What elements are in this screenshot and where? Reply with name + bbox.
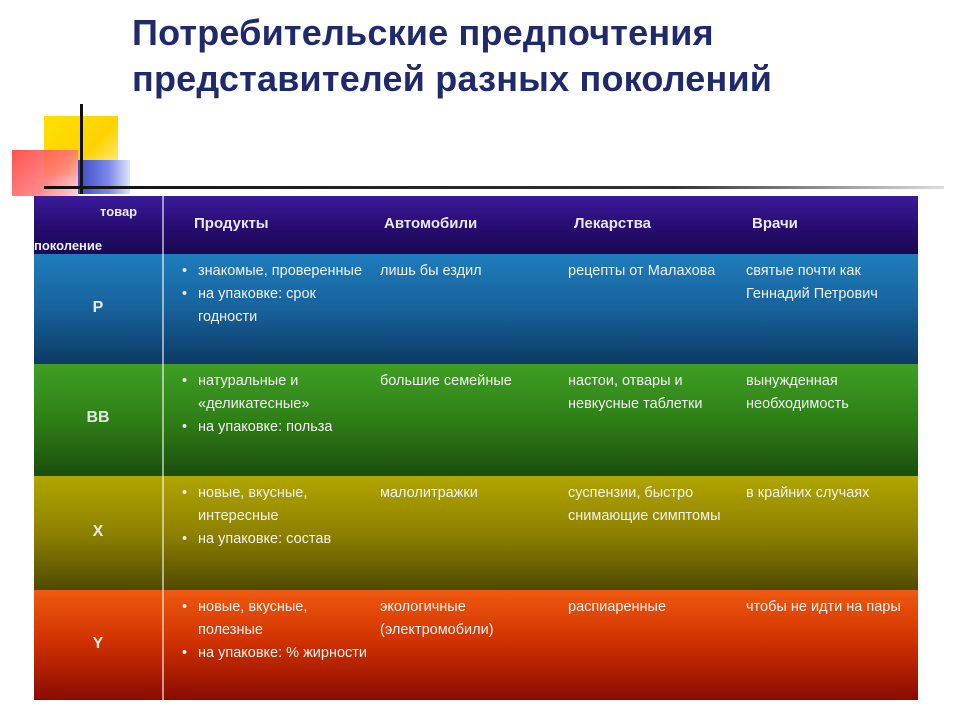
decorative-vertical-line bbox=[80, 104, 83, 194]
cell-medicines: настои, отвары и невкусные таблетки bbox=[568, 373, 703, 412]
corner-label-generation: поколение bbox=[34, 238, 103, 253]
cell-medicines: рецепты от Малахова bbox=[568, 263, 716, 279]
corner-label-product: товар bbox=[100, 204, 138, 219]
generation-label: Р bbox=[92, 299, 104, 316]
column-header-medicines: Лекарства bbox=[574, 215, 651, 232]
list-item: • на упаковке: состав bbox=[176, 528, 372, 551]
generation-label: Y bbox=[92, 635, 104, 652]
cell-products bbox=[176, 596, 372, 665]
list-item: • новые, вкусные, полезные bbox=[176, 596, 372, 642]
column-header-doctors: Врачи bbox=[752, 215, 798, 232]
title-line-1: Потребительские предпочтения bbox=[132, 12, 714, 53]
table-row bbox=[34, 364, 918, 476]
list-item: • знакомые, проверенные bbox=[176, 260, 372, 283]
table-row bbox=[34, 590, 918, 700]
table-header-row bbox=[34, 196, 918, 254]
cell-doctors: святые почти как Геннадий Петрович bbox=[746, 263, 878, 302]
generation-label: ВВ bbox=[86, 409, 110, 426]
cell-cars: большие семейные bbox=[380, 373, 512, 389]
list-item: • на упаковке: % жирности bbox=[176, 642, 372, 665]
cell-products bbox=[176, 370, 372, 439]
cell-doctors: вынужденная необходимость bbox=[746, 373, 849, 412]
page-title bbox=[132, 10, 942, 102]
cell-cars: малолитражки bbox=[380, 485, 478, 501]
cell-cars: лишь бы ездил bbox=[380, 263, 482, 279]
decorative-horizontal-line bbox=[44, 186, 944, 189]
table-row bbox=[34, 476, 918, 590]
column-header-products: Продукты bbox=[194, 215, 269, 232]
list-item: • на упаковке: срок годности bbox=[176, 283, 372, 329]
cell-products bbox=[176, 482, 372, 551]
title-line-2: представителей разных поколений bbox=[132, 58, 773, 99]
preferences-table bbox=[34, 196, 918, 700]
column-header-cars: Автомобили bbox=[384, 215, 478, 232]
column-divider bbox=[162, 196, 164, 700]
generation-label: Х bbox=[92, 523, 104, 540]
cell-doctors: чтобы не идти на пары bbox=[746, 599, 901, 615]
table-row bbox=[34, 254, 918, 364]
cell-cars: экологичные (электромобили) bbox=[380, 599, 494, 638]
list-item: • новые, вкусные, интересные bbox=[176, 482, 372, 528]
decorative-red-square bbox=[12, 150, 78, 196]
cell-medicines: суспензии, быстро снимающие симптомы bbox=[568, 485, 721, 524]
cell-medicines: распиаренные bbox=[568, 599, 667, 615]
list-item: • на упаковке: польза bbox=[176, 416, 372, 439]
list-item: • натуральные и «деликатесные» bbox=[176, 370, 372, 416]
cell-doctors: в крайних случаях bbox=[746, 485, 870, 501]
cell-products bbox=[176, 260, 372, 329]
